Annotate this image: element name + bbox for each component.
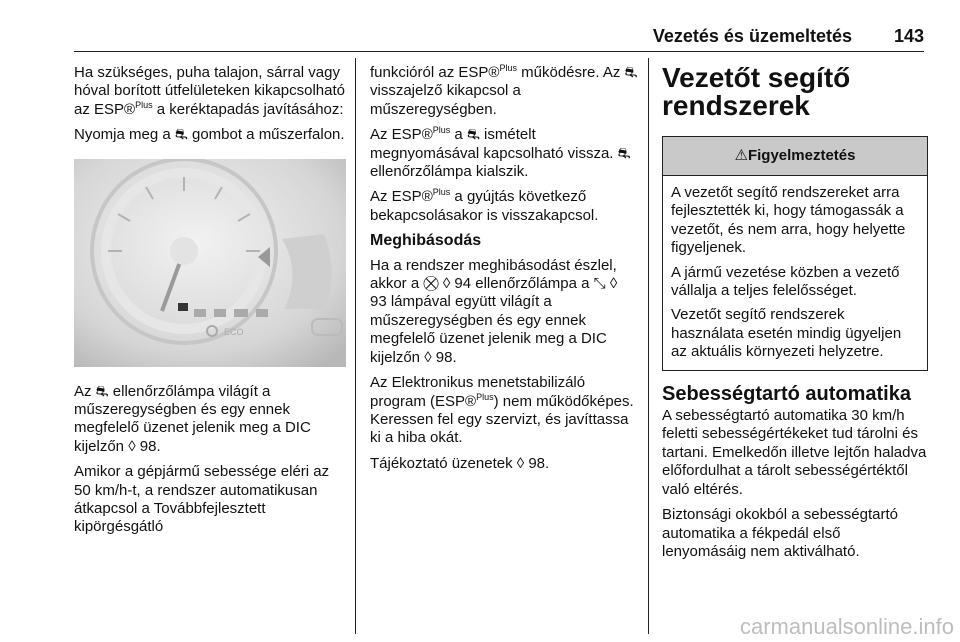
column-2 bbox=[370, 64, 638, 480]
warning-text: A vezetőt segítő rendszereket arra fejlesztették ki, hogy támogassák a vezetőt, és nem arra, hogy helyette figyeljenek. bbox=[671, 184, 906, 257]
column-divider-1 bbox=[355, 58, 356, 634]
warning-text: Vezetőt segítő rendszerek használata esetén mindig ügyeljen az aktuális környezeti helyzetre. bbox=[671, 306, 902, 361]
paragraph: Nyomja meg a ⛐ gombot a műszerfalon. bbox=[74, 126, 345, 144]
paragraph: Ha a rendszer meghibásodást észlel, akkor a ⛒ ◊ 94 ellenőrzőlámpa a ⤡ ◊ 93 lámpával együtt világít a műszeregységben és egy ennek megfelelő üzenet jelenik meg a DIC kijelzőn ◊ 98. bbox=[370, 256, 618, 366]
paragraph: Az ESP®$^{Plus}$ a ⛐ ismételt megnyomásával kapcsolható vissza. ⛐ ellenőrzőlámpa kialszik. bbox=[370, 125, 631, 181]
column-3 bbox=[662, 64, 928, 568]
warning-text: A jármű vezetése közben a vezető vállalja a teljes felelősséget. bbox=[671, 263, 900, 300]
page-header bbox=[74, 26, 924, 50]
paragraph: Amikor a gépjármű sebessége eléri az 50 km/h-t, a rendszer automatikusan átkapcsol a Továbbfejlesztett kipörgésgátló bbox=[74, 463, 330, 536]
warning-title: ⚠Figyelmeztetés bbox=[663, 137, 927, 176]
chapter-title: Vezetőt segítő rendszerek bbox=[662, 62, 851, 121]
header-rule bbox=[74, 51, 924, 52]
paragraph: Biztonsági okokból a sebességtartó automatika a fékpedál első lenyomásáig nem aktiválható. bbox=[662, 506, 898, 560]
column-1 bbox=[74, 64, 346, 544]
paragraph: Az ESP®$^{Plus}$ a gyújtás következő bekapcsolásakor is visszakapcsol. bbox=[370, 187, 599, 224]
section-title: Vezetés és üzemeltetés bbox=[652, 26, 852, 46]
warning-box bbox=[662, 136, 928, 371]
paragraph: funkcióról az ESP®$^{Plus}$ működésre. Az ⛐ visszajelző kikapcsol a műszeregységben. bbox=[370, 63, 638, 118]
paragraph: Tájékoztató üzenetek ◊ 98. bbox=[370, 454, 550, 472]
paragraph: Az ⛐ ellenőrzőlámpa világít a műszeregységben és egy ennek megfelelő üzenet jelenik meg a DIC kijelzőn ◊ 98. bbox=[74, 382, 311, 455]
column-divider-2 bbox=[648, 58, 649, 634]
section-heading-cruise-control: Sebességtartó automatika bbox=[662, 382, 911, 405]
instrument-cluster-image bbox=[74, 159, 346, 367]
eco-label: ECO bbox=[224, 326, 244, 337]
paragraph: A sebességtartó automatika 30 km/h feletti sebességértékeket tud tárolni és tartani. Emelkedőn illetve lejtőn haladva előfordulhat a tárolt sebességértéktől való eltérés. bbox=[662, 407, 927, 498]
watermark: carmanualsonline.info bbox=[739, 614, 954, 639]
page-number: 143 bbox=[893, 26, 924, 46]
subheading-malfunction: Meghibásodás bbox=[370, 232, 482, 250]
paragraph: Az Elektronikus menetstabilizáló program (ESP®$^{Plus}$) nem működőképes. Keressen fel egy szervizt, és javíttassa ki a hiba okát. bbox=[370, 374, 634, 447]
paragraph: Ha szükséges, puha talajon, sárral vagy hóval borított útfelületeken kikapcsolható az ESP®$^{Plus}$ a keréktapadás javításához: bbox=[74, 64, 346, 118]
